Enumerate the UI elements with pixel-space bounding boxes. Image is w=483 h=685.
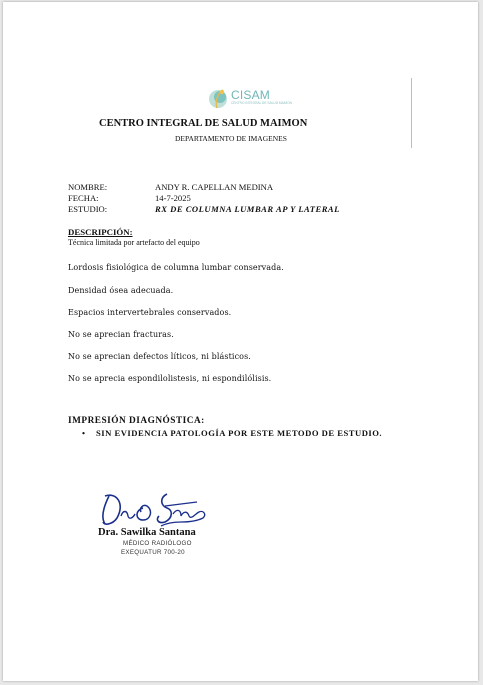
signatory-role: MÉDICO RADIÓLOGO [123, 540, 192, 547]
logo-subtext: CENTRO INTEGRAL DE SALUD MAIMON [231, 101, 292, 105]
impression-text: SIN EVIDENCIA PATOLOGÍA POR ESTE METODO DE ESTUDIO. [96, 428, 383, 438]
technique-note: Técnica limitada por artefacto del equipo [68, 238, 200, 247]
finding-line: No se aprecian fracturas. [68, 330, 174, 339]
finding-line: No se aprecian defectos líticos, ni blásticos. [68, 352, 251, 361]
finding-line: Densidad ósea adecuada. [68, 286, 174, 295]
description-title: DESCRIPCIÓN: [68, 227, 133, 237]
document-page [3, 2, 478, 681]
date-value: 14-7-2025 [155, 193, 191, 203]
impression-title: IMPRESIÓN DIAGNÓSTICA: [68, 416, 205, 426]
finding-line: Lordosis fisiológica de columna lumbar conservada. [68, 263, 284, 272]
department-title: DEPARTAMENTO DE IMAGENES [175, 134, 287, 143]
finding-line: Espacios intervertebrales conservados. [68, 308, 232, 317]
name-label: NOMBRE: [68, 182, 108, 192]
bullet-icon: • [82, 428, 86, 438]
signatory-license: EXEQUATUR 700-20 [121, 549, 185, 556]
logo-text: CISAM [231, 88, 271, 102]
handwritten-signature [95, 488, 215, 530]
signatory-name: Dra. Sawilka Santana [98, 527, 196, 538]
study-value: RX DE COLUMNA LUMBAR AP Y LATERAL [155, 204, 340, 214]
impression-item [68, 428, 382, 438]
finding-line: No se aprecia espondilolistesis, ni espondilólisis. [68, 374, 272, 383]
name-value: ANDY R. CAPELLAN MEDINA [155, 182, 274, 192]
institution-title: CENTRO INTEGRAL DE SALUD MAIMON [99, 118, 308, 129]
margin-divider-line [411, 78, 412, 148]
study-label: ESTUDIO: [68, 204, 108, 214]
date-label: FECHA: [68, 193, 99, 203]
